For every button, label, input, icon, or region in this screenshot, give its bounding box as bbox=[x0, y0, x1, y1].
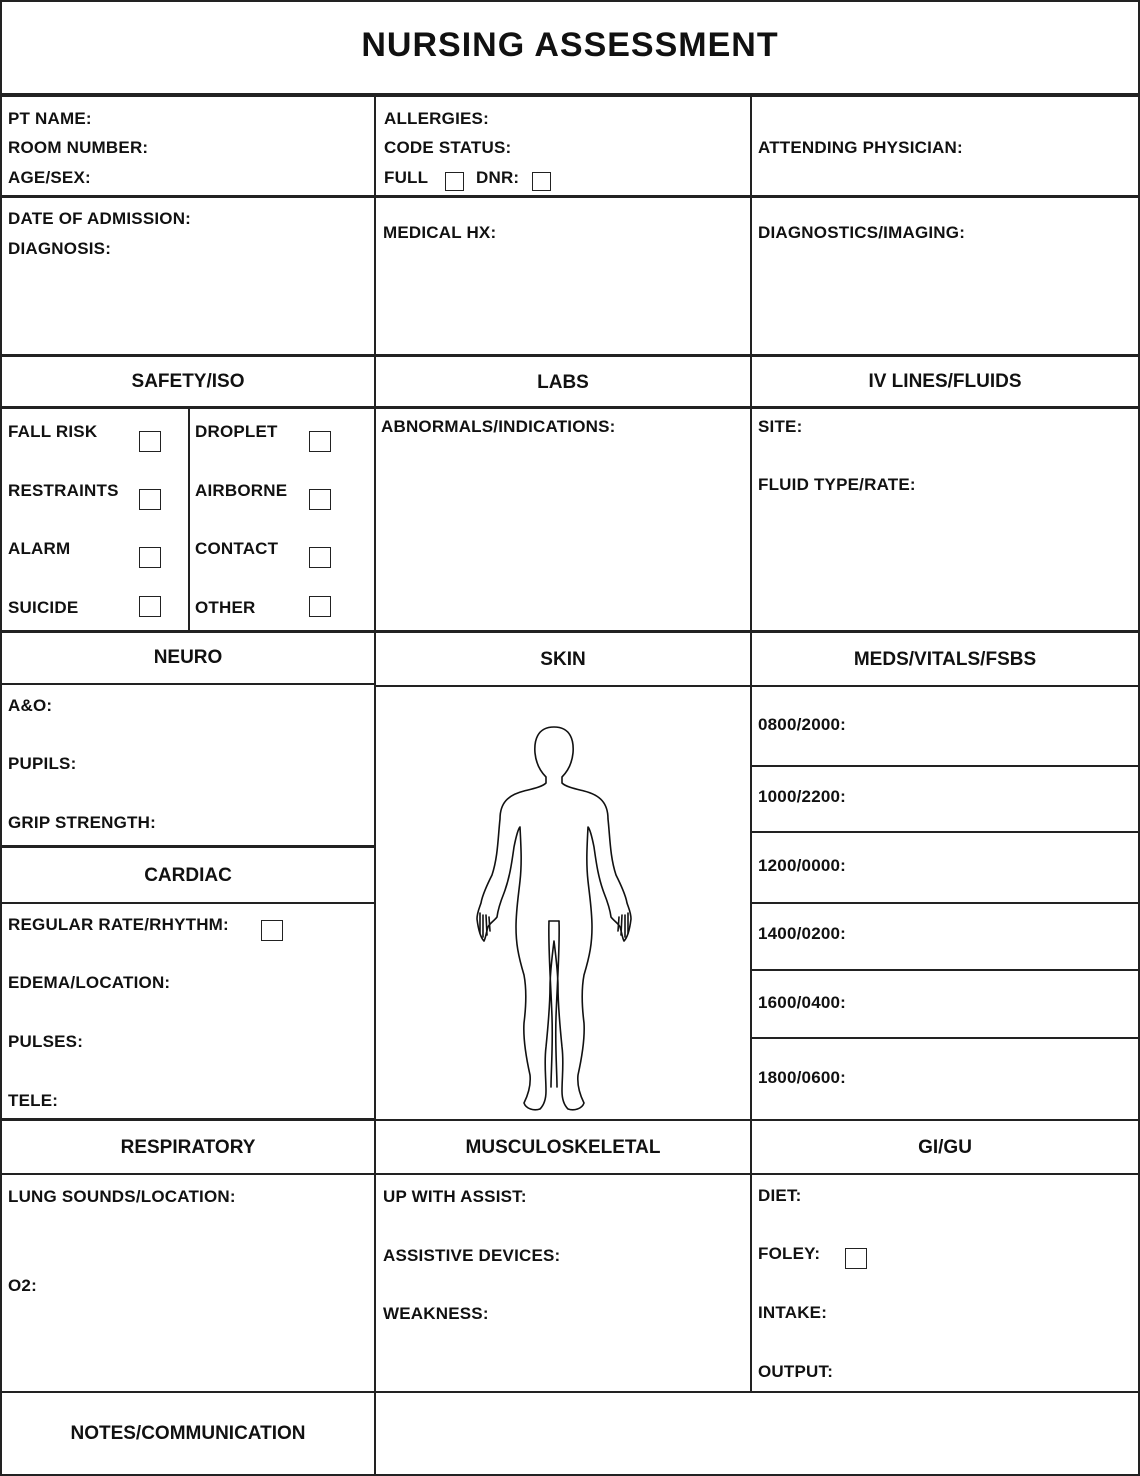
site-label: SITE: bbox=[758, 417, 803, 436]
output-label: OUTPUT: bbox=[758, 1362, 834, 1381]
meds-vitals-fsbs-header: MEDS/VITALS/FSBS bbox=[853, 649, 1037, 670]
intake-label: INTAKE: bbox=[758, 1303, 828, 1322]
notes-header-box bbox=[0, 1391, 376, 1476]
meds-time-1800[interactable] bbox=[750, 1037, 1140, 1121]
weakness-label: WEAKNESS: bbox=[383, 1304, 489, 1323]
meds-time-1200[interactable] bbox=[750, 831, 1140, 904]
age-sex-label: AGE/SEX: bbox=[8, 168, 91, 187]
date-of-admission-label: DATE OF ADMISSION: bbox=[8, 209, 192, 228]
neuro-header-box bbox=[0, 631, 376, 685]
respiratory-header: RESPIRATORY bbox=[120, 1137, 256, 1158]
diagnostics-imaging-box[interactable] bbox=[750, 196, 1140, 356]
cardiac-box[interactable] bbox=[0, 902, 376, 1120]
time-1200-0000-label: 1200/0000: bbox=[758, 856, 847, 875]
gigu-header-box bbox=[750, 1119, 1140, 1175]
safety-iso-box bbox=[0, 407, 376, 632]
safety-iso-header: SAFETY/ISO bbox=[131, 371, 245, 392]
fall-risk-label: FALL RISK bbox=[8, 422, 98, 441]
musculoskeletal-box[interactable] bbox=[374, 1173, 752, 1393]
time-1800-0600-label: 1800/0600: bbox=[758, 1068, 847, 1087]
ao-label: A&O: bbox=[8, 696, 53, 715]
skin-box[interactable] bbox=[374, 685, 752, 1121]
airborne-checkbox[interactable] bbox=[309, 489, 331, 510]
airborne-label: AIRBORNE bbox=[195, 481, 288, 500]
skin-header-box bbox=[374, 631, 752, 687]
labs-header: LABS bbox=[537, 372, 589, 393]
admission-diagnosis-box[interactable] bbox=[0, 196, 376, 356]
other-checkbox[interactable] bbox=[309, 596, 331, 617]
title-box bbox=[0, 0, 1140, 95]
o2-label: O2: bbox=[8, 1276, 37, 1295]
cardiac-header-box bbox=[0, 846, 376, 904]
restraints-checkbox[interactable] bbox=[139, 489, 161, 510]
abnormals-indications-label: ABNORMALS/INDICATIONS: bbox=[381, 417, 616, 436]
safety-divider bbox=[188, 409, 190, 630]
skin-header: SKIN bbox=[540, 649, 586, 670]
contact-checkbox[interactable] bbox=[309, 547, 331, 568]
time-1400-0200-label: 1400/0200: bbox=[758, 924, 847, 943]
notes-box[interactable] bbox=[374, 1391, 1140, 1476]
code-status-label: CODE STATUS: bbox=[384, 138, 512, 157]
page-title: NURSING ASSESSMENT bbox=[361, 26, 779, 64]
fluid-type-rate-label: FLUID TYPE/RATE: bbox=[758, 475, 916, 494]
cardiac-header: CARDIAC bbox=[144, 865, 232, 886]
patient-info-box[interactable] bbox=[0, 95, 376, 197]
attending-physician-label: ATTENDING PHYSICIAN: bbox=[758, 138, 963, 157]
up-with-assist-label: UP WITH ASSIST: bbox=[383, 1187, 527, 1206]
alarm-label: ALARM bbox=[8, 539, 71, 558]
tele-label: TELE: bbox=[8, 1091, 59, 1110]
attending-physician-box[interactable] bbox=[750, 95, 1140, 197]
full-label: FULL bbox=[384, 168, 429, 187]
time-1600-0400-label: 1600/0400: bbox=[758, 993, 847, 1012]
respiratory-box[interactable] bbox=[0, 1173, 376, 1393]
suicide-checkbox[interactable] bbox=[139, 596, 161, 617]
iv-box[interactable] bbox=[750, 407, 1140, 632]
diagnosis-label: DIAGNOSIS: bbox=[8, 239, 112, 258]
neuro-box[interactable] bbox=[0, 683, 376, 847]
full-code-checkbox[interactable] bbox=[445, 172, 464, 191]
neuro-header: NEURO bbox=[153, 647, 223, 668]
grip-strength-label: GRIP STRENGTH: bbox=[8, 813, 156, 832]
body-outline-diagram bbox=[376, 687, 752, 1119]
time-0800-2000-label: 0800/2000: bbox=[758, 715, 847, 734]
medical-hx-box[interactable] bbox=[374, 196, 752, 356]
diagnostics-imaging-label: DIAGNOSTICS/IMAGING: bbox=[758, 223, 966, 242]
musculoskeletal-header: MUSCULOSKELETAL bbox=[465, 1137, 661, 1158]
assistive-devices-label: ASSISTIVE DEVICES: bbox=[383, 1246, 561, 1265]
meds-header-box bbox=[750, 631, 1140, 687]
allergies-label: ALLERGIES: bbox=[384, 109, 489, 128]
diet-label: DIET: bbox=[758, 1186, 802, 1205]
other-label: OTHER bbox=[195, 598, 256, 617]
medical-hx-label: MEDICAL HX: bbox=[383, 223, 497, 242]
contact-label: CONTACT bbox=[195, 539, 279, 558]
allergies-code-box[interactable] bbox=[374, 95, 752, 197]
suicide-label: SUICIDE bbox=[8, 598, 79, 617]
meds-time-0800[interactable] bbox=[750, 685, 1140, 767]
dnr-checkbox[interactable] bbox=[532, 172, 551, 191]
musculoskeletal-header-box bbox=[374, 1119, 752, 1175]
edema-location-label: EDEMA/LOCATION: bbox=[8, 973, 171, 992]
iv-lines-fluids-header: IV LINES/FLUIDS bbox=[868, 371, 1022, 392]
fall-risk-checkbox[interactable] bbox=[139, 431, 161, 452]
regular-rate-rhythm-label: REGULAR RATE/RHYTHM: bbox=[8, 915, 229, 934]
safety-iso-header-box bbox=[0, 355, 376, 408]
notes-communication-header: NOTES/COMMUNICATION bbox=[70, 1423, 306, 1444]
meds-time-1400[interactable] bbox=[750, 902, 1140, 971]
time-1000-2200-label: 1000/2200: bbox=[758, 787, 847, 806]
labs-box[interactable] bbox=[374, 407, 752, 632]
meds-time-1600[interactable] bbox=[750, 969, 1140, 1039]
labs-header-box bbox=[374, 355, 752, 408]
gi-gu-header: GI/GU bbox=[918, 1137, 972, 1158]
restraints-label: RESTRAINTS bbox=[8, 481, 119, 500]
foley-label: FOLEY: bbox=[758, 1244, 821, 1263]
droplet-checkbox[interactable] bbox=[309, 431, 331, 452]
respiratory-header-box bbox=[0, 1119, 376, 1175]
iv-header-box bbox=[750, 355, 1140, 408]
pupils-label: PUPILS: bbox=[8, 754, 77, 773]
dnr-label: DNR: bbox=[476, 168, 520, 187]
regular-rate-rhythm-checkbox[interactable] bbox=[261, 920, 283, 941]
alarm-checkbox[interactable] bbox=[139, 547, 161, 568]
pulses-label: PULSES: bbox=[8, 1032, 84, 1051]
lung-sounds-location-label: LUNG SOUNDS/LOCATION: bbox=[8, 1187, 236, 1206]
meds-time-1000[interactable] bbox=[750, 765, 1140, 833]
gigu-box[interactable] bbox=[750, 1173, 1140, 1393]
pt-name-label: PT NAME: bbox=[8, 109, 92, 128]
droplet-label: DROPLET bbox=[195, 422, 278, 441]
room-number-label: ROOM NUMBER: bbox=[8, 138, 149, 157]
foley-checkbox[interactable] bbox=[845, 1248, 867, 1269]
